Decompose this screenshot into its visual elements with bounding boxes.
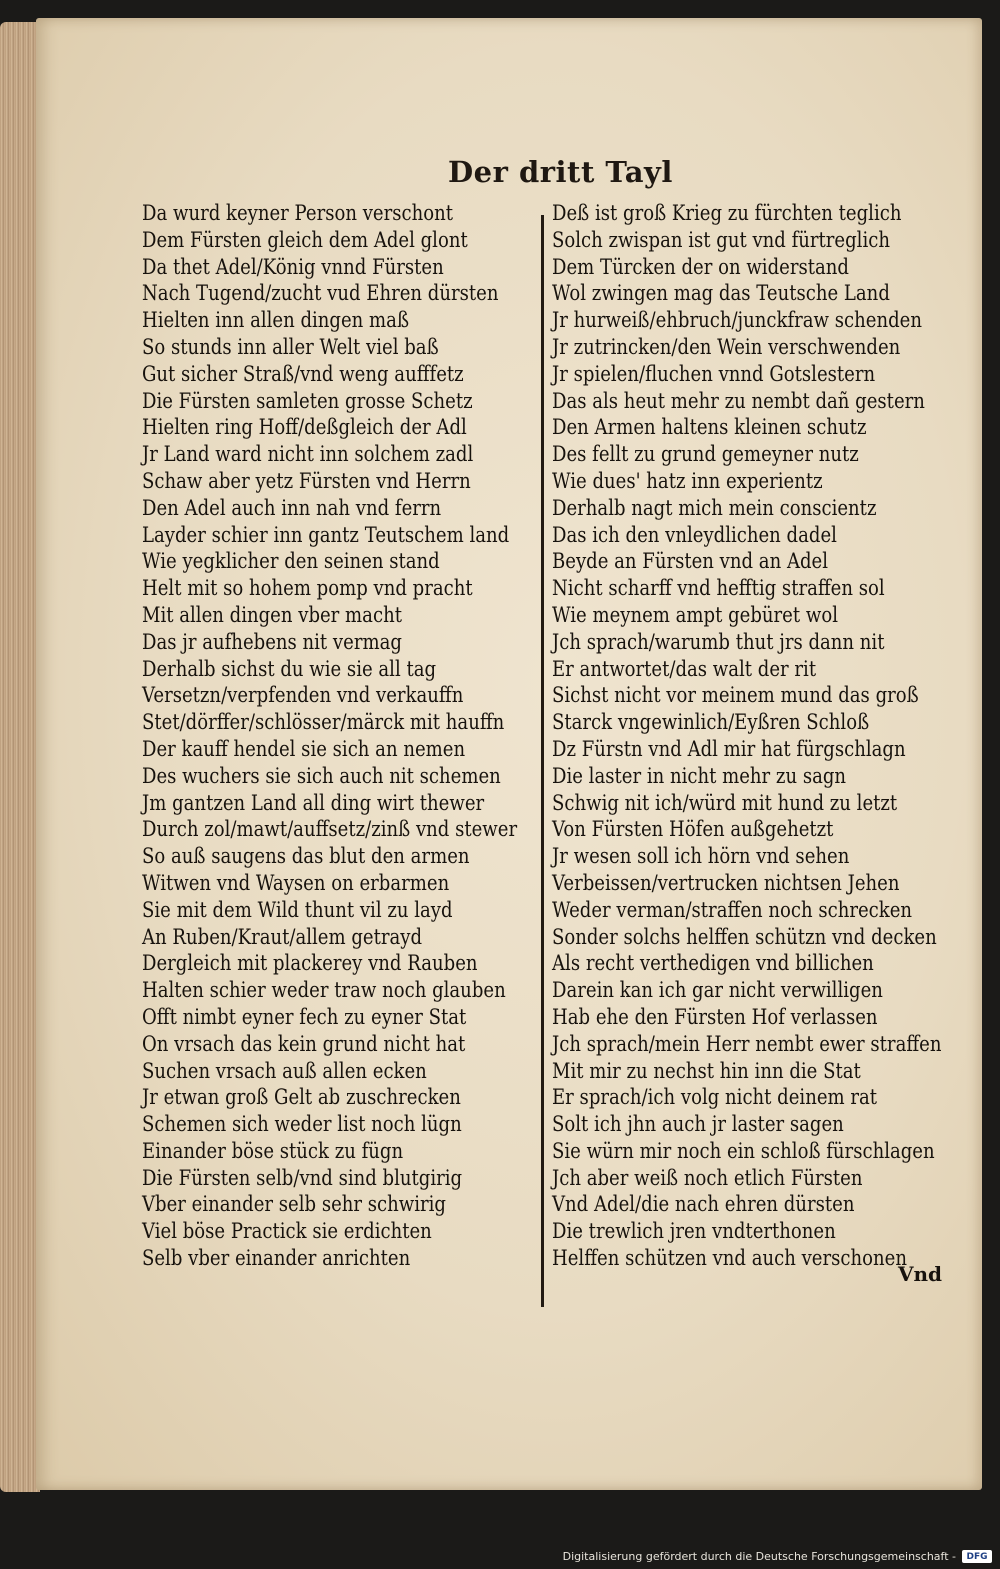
verse-line: Weder verman/straffen noch schrecken	[552, 897, 913, 922]
verse-line: Derhalb sichst du wie sie all tag	[142, 656, 437, 681]
verse-line: Er sprach/ich volg nicht deinem rat	[552, 1085, 878, 1110]
verse-line: Beyde an Fürsten vnd an Adel	[552, 549, 829, 574]
verse-line: Gut sicher Straß/vnd weng aufffetz	[142, 361, 464, 386]
verse-line: Deß ist groß Krieg zu fürchten teglich	[552, 201, 902, 225]
verse-line: Das als heut mehr zu nembt dañ gestern	[552, 388, 925, 413]
verse-line: Die Fürsten selb/vnd sind blutgirig	[142, 1165, 463, 1190]
verse-line: Da wurd keyner Person verschont	[142, 201, 454, 225]
verse-line: Derhalb nagt mich mein conscientz	[552, 495, 877, 520]
verse-line: Mit allen dingen vber macht	[142, 602, 402, 627]
verse-line: Wie yegklicher den seinen stand	[142, 549, 440, 574]
digitization-credit-text: Digitalisierung gefördert durch die Deutsche Forschungsgemeinschaft -	[562, 1550, 956, 1563]
verse-line: Dz Fürstn vnd Adl mir hat fürgschlagn	[552, 736, 906, 761]
verse-line: On vrsach das kein grund nicht hat	[142, 1031, 466, 1056]
verse-line: Stet/dörffer/schlösser/märck mit hauffn	[142, 710, 505, 735]
verse-line: Helffen schützen vnd auch verschonen	[552, 1246, 907, 1271]
verse-line: Des wuchers sie sich auch nit schemen	[142, 763, 501, 788]
verse-line: Wol zwingen mag das Teutsche Land	[552, 281, 890, 306]
verse-line: Vnd Adel/die nach ehren dürsten	[552, 1192, 855, 1217]
verse-line: Versetzn/verpfenden vnd verkauffn	[142, 683, 464, 708]
verse-line: Wie meynem ampt gebüret wol	[552, 602, 838, 627]
verse-line: Hielten inn allen dingen maß	[142, 308, 410, 333]
verse-line: Den Armen haltens kleinen schutz	[552, 415, 867, 440]
verse-line: Suchen vrsach auß allen ecken	[142, 1058, 427, 1083]
verse-line: Hielten ring Hoff/deßgleich der Adl	[142, 415, 467, 440]
verse-line: Sonder solchs helffen schützn vnd decken	[552, 924, 937, 949]
verse-line: Dem Türcken der on widerstand	[552, 254, 849, 279]
verse-line: Durch zol/mawt/auffsetz/zinß vnd stewer	[142, 817, 518, 842]
verse-line: Des fellt zu grund gemeyner nutz	[552, 442, 859, 467]
verse-line: Darein kan ich gar nicht verwilligen	[552, 978, 883, 1003]
verse-line: Nach Tugend/zucht vud Ehren dürsten	[142, 281, 499, 306]
book-page-edges	[0, 22, 40, 1492]
verse-line: Solch zwispan ist gut vnd fürtreglich	[552, 227, 890, 252]
verse-line: Verbeissen/vertrucken nichtsen Jehen	[552, 870, 900, 895]
verse-line: So auß saugens das blut den armen	[142, 844, 470, 869]
verse-line: Als recht verthedigen vnd billichen	[552, 951, 874, 976]
verse-line: Das ich den vnleydlichen dadel	[552, 522, 837, 547]
verse-line: Jr hurweiß/ehbruch/junckfraw schenden	[552, 308, 922, 333]
verse-line: Da thet Adel/König vnnd Fürsten	[142, 254, 444, 279]
verse-line: Selb vber einander anrichten	[142, 1246, 411, 1271]
verse-line: Schwig nit ich/würd mit hund zu letzt	[552, 790, 898, 815]
verse-line: Wie dues' hatz inn experientz	[552, 468, 823, 493]
verse-line: Den Adel auch inn nah vnd ferrn	[142, 495, 442, 520]
verse-line: Der kauff hendel sie sich an nemen	[142, 736, 466, 761]
verse-line: Vber einander selb sehr schwirig	[142, 1192, 446, 1217]
column-rule	[541, 215, 544, 1307]
verse-line: Viel böse Practick sie erdichten	[142, 1219, 432, 1244]
verse-line: Halten schier weder traw noch glauben	[142, 978, 506, 1003]
verse-line: Solt ich jhn auch jr laster sagen	[552, 1112, 844, 1137]
verse-line: Jr wesen soll ich hörn vnd sehen	[552, 844, 850, 869]
verse-line: Jr etwan groß Gelt ab zuschrecken	[142, 1085, 461, 1110]
verse-line: An Ruben/Kraut/allem getrayd	[142, 924, 423, 949]
verse-line: Die Fürsten samleten grosse Schetz	[142, 388, 473, 413]
verse-line: Sie würn mir noch ein schloß fürschlagen	[552, 1138, 935, 1163]
verse-line: Offt nimbt eyner fech zu eyner Stat	[142, 1004, 467, 1029]
verse-line: Starck vngewinlich/Eyßren Schloß	[552, 710, 870, 735]
verse-line: Jr zutrincken/den Wein verschwenden	[552, 334, 901, 359]
verse-line: Mit mir zu nechst hin inn die Stat	[552, 1058, 861, 1083]
verse-line: Schaw aber yetz Fürsten vnd Herrn	[142, 468, 471, 493]
verse-line: Jch sprach/warumb thut jrs dann nit	[552, 629, 885, 654]
verse-line: Er antwortet/das walt der rit	[552, 656, 817, 681]
running-head: Der dritt Tayl	[448, 155, 673, 189]
verse-line: Jr Land ward nicht inn solchem zadl	[142, 442, 474, 467]
verse-line: Die laster in nicht mehr zu sagn	[552, 763, 847, 788]
verse-line: Das jr aufhebens nit vermag	[142, 629, 402, 654]
right-verse-column	[552, 200, 942, 1272]
verse-line: Sie mit dem Wild thunt vil zu layd	[142, 897, 453, 922]
verse-line: Die trewlich jren vndterthonen	[552, 1219, 836, 1244]
verse-line: Jch aber weiß noch etlich Fürsten	[552, 1165, 863, 1190]
verse-line: Nicht scharff vnd hefftig straffen sol	[552, 576, 885, 601]
catchword: Vnd	[898, 1262, 943, 1286]
verse-line: Sichst nicht vor meinem mund das groß	[552, 683, 919, 708]
verse-line: Von Fürsten Höfen außgehetzt	[552, 817, 834, 842]
verse-line: So stunds inn aller Welt viel baß	[142, 334, 439, 359]
verse-line: Dem Fürsten gleich dem Adel glont	[142, 227, 468, 252]
verse-line: Einander böse stück zu fügn	[142, 1138, 404, 1163]
dfg-logo: DFG	[962, 1550, 992, 1563]
digitization-credit	[563, 1550, 992, 1563]
verse-line: Jm gantzen Land all ding wirt thewer	[142, 790, 485, 815]
verse-line: Helt mit so hohem pomp vnd pracht	[142, 576, 473, 601]
left-verse-column	[142, 200, 537, 1272]
verse-line: Layder schier inn gantz Teutschem land	[142, 522, 510, 547]
verse-line: Hab ehe den Fürsten Hof verlassen	[552, 1004, 878, 1029]
verse-line: Dergleich mit plackerey vnd Rauben	[142, 951, 478, 976]
verse-line: Schemen sich weder list noch lügn	[142, 1112, 462, 1137]
verse-line: Jr spielen/fluchen vnnd Gotslestern	[552, 361, 876, 386]
verse-line: Witwen vnd Waysen on erbarmen	[142, 870, 450, 895]
verse-line: Jch sprach/mein Herr nembt ewer straffen	[552, 1031, 942, 1056]
